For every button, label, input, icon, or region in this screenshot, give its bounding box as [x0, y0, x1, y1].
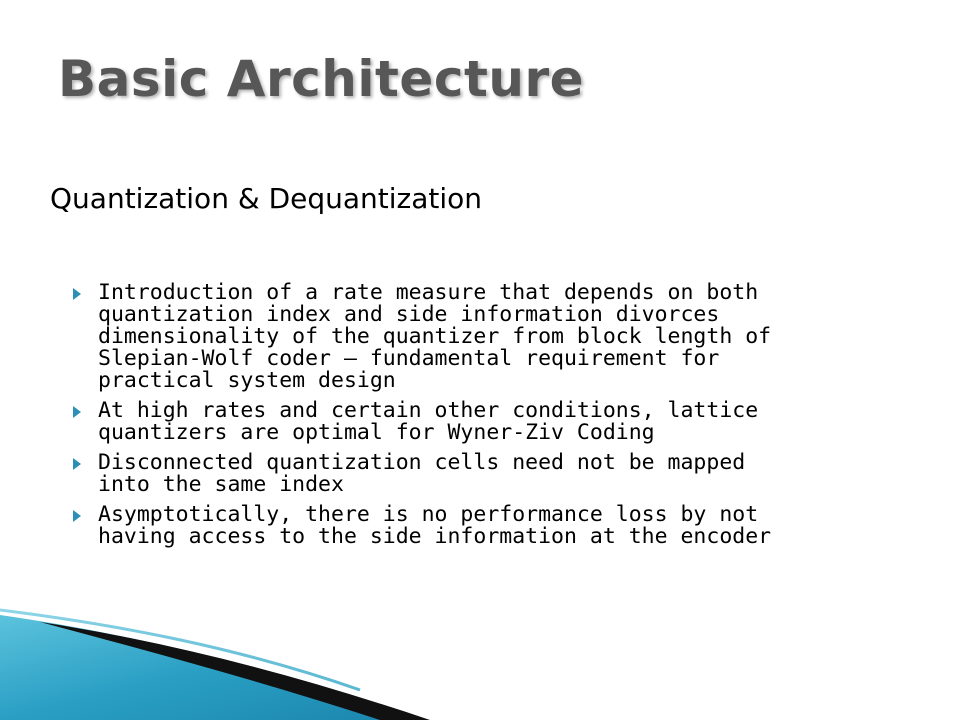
slide-title: Basic Architecture — [58, 50, 585, 108]
bullet-text: Disconnected quantization cells need not be mapped into the same index — [98, 450, 746, 497]
bullet-text: Asymptotically, there is no performance loss by not having access to the side information at the encoder — [98, 502, 772, 549]
slide-subtitle: Quantization & Dequantization — [50, 182, 483, 215]
bullet-text: At high rates and certain other conditions, lattice quantizers are optimal for Wyner-Ziv Coding — [98, 398, 759, 445]
bullet-text: Introduction of a rate measure that depends on both quantization index and side information divorces dimensionality of the quantizer from block length of Slepian-Wolf coder – fundamental requirement for practical system design — [98, 280, 772, 393]
